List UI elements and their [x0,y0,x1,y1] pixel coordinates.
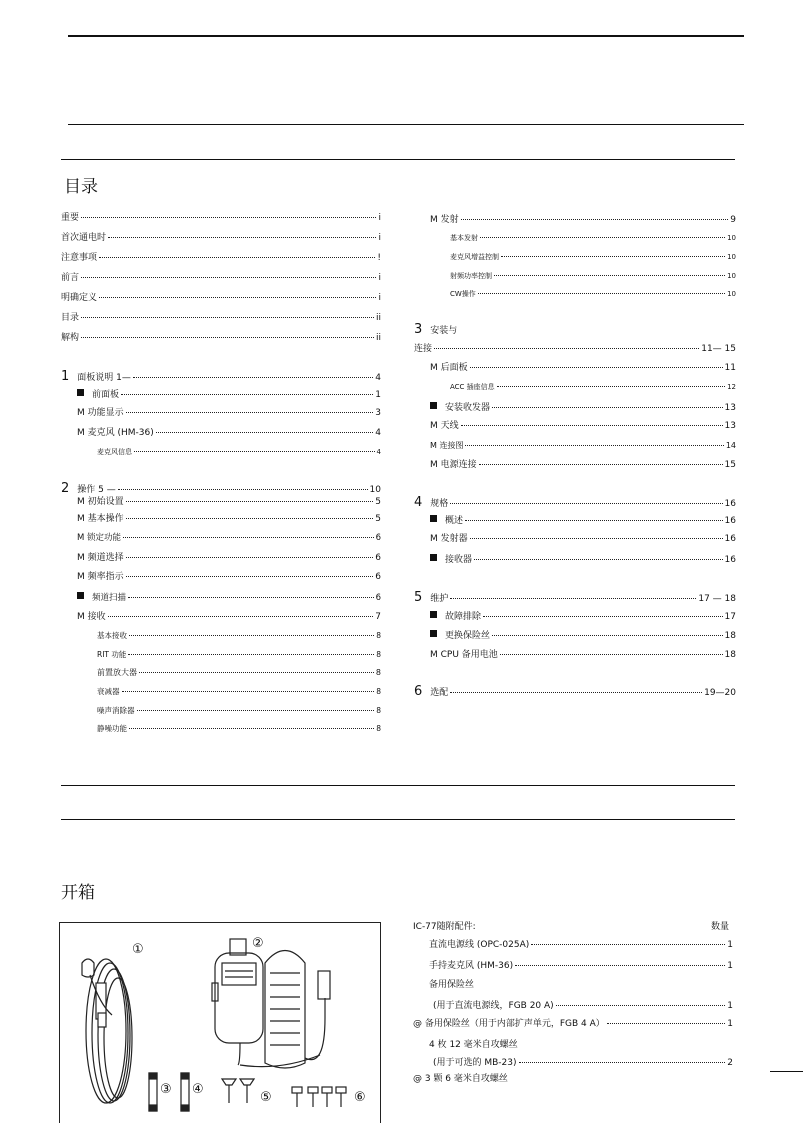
toc-entry-page: 10 [369,485,381,495]
dot-leader [492,407,723,408]
accessory-label: 手持麦克风 (HM-36) [429,961,514,971]
dot-leader [126,518,374,519]
dot-leader [461,425,723,426]
toc-entry-page: 16 [724,555,736,565]
toc-entry-label: CW操作 [450,290,476,298]
toc-entry-page: 15 [724,460,736,470]
toc-entry [97,707,381,715]
dot-leader [519,1062,726,1063]
toc-entry-label: 麦克风增益控制 [450,253,499,261]
toc-entry [97,651,381,659]
toc-entry-label: 前面板 [92,390,120,400]
toc-entry-label: 安装收发器 [445,403,491,413]
toc-entry [450,273,736,280]
toc-entry-label: M 连接图 [430,441,464,450]
toc-entry [61,482,381,495]
toc-entry-label: 面板说明 1— [77,373,131,383]
toc-entry-page: ii [375,333,381,343]
toc-entry [77,573,381,582]
toc-entry-label: M 接收 [77,612,106,622]
toc-entry-page: 16 [724,499,736,509]
toc-entry-page: 18 [724,631,736,641]
toc-entry [430,555,736,565]
toc-entry-label: 连接 [414,344,433,354]
accessory-label: @ 3 颗 6 毫米自攻螺丝 [413,1074,508,1084]
toc-entry [430,364,736,373]
dot-leader [134,451,375,452]
toc-entry-label: 解构 [61,333,80,343]
toc-entry [450,254,736,261]
toc-entry-page: 5 [375,514,381,524]
accessory-qty: 2 [727,1058,733,1068]
toc-chapter-number: 1 [61,369,70,384]
toc-entry-page: i [378,293,381,303]
toc-entry [414,685,736,698]
dot-leader [99,257,375,258]
toc-entry-label: 麦克风信息 [97,448,132,456]
toc-entry [61,334,381,343]
dot-leader [139,672,374,673]
bullet-square-icon [430,554,437,561]
toc-entry-page: 19—20 [704,688,736,698]
toc-entry-page: ! [377,253,381,263]
toc-entry-page: 7 [375,612,381,622]
toc-entry-page: 17 [724,612,736,622]
dot-leader [121,394,373,395]
toc-entry-page: 16 [724,534,736,544]
toc-chapter-number: 6 [414,684,423,699]
toc-entry-label: 静噪功能 [97,724,127,733]
toc-entry [77,429,381,438]
toc-entry-page: 6 [375,533,381,543]
toc-entry [61,294,381,303]
toc-entry [414,345,736,354]
toc-entry-page: 8 [375,668,381,677]
toc-entry [430,422,736,431]
toc-entry-label: 噪声消除器 [97,706,135,715]
dot-leader [494,275,725,276]
toc-entry-page: 6 [375,593,381,603]
toc-entry-page: 6 [375,553,381,563]
toc-entry-label: 更换保险丝 [445,631,491,641]
toc-entry-label: M 频道选择 [77,553,124,563]
dot-leader [108,237,376,238]
dot-leader [450,692,702,693]
toc-entry-label: 概述 [445,516,464,526]
toc-entry-label: 故障排除 [445,612,482,622]
dot-leader [81,317,374,318]
toc-entry-label: 注意事项 [61,253,98,263]
dot-leader [465,520,723,521]
toc-entry-page: 4 [375,373,381,383]
toc-entry [77,515,381,524]
accessories-header: IC-77随附配件: [413,922,476,932]
accessory-qty: 1 [727,940,733,950]
bullet-square-icon [430,630,437,637]
section-rule [61,785,735,786]
dot-leader [607,1023,725,1024]
toc-entry-page: 17 — 18 [698,594,736,604]
dot-leader [126,412,374,413]
callout-3: ③ [160,1082,172,1097]
toc-entry-page: 16 [724,516,736,526]
toc-entry-page: 1 [375,390,381,400]
toc-entry-page: i [378,213,381,223]
accessories-illustration [60,923,380,1123]
toc-entry-page: 4 [375,428,381,438]
toc-entry [77,498,381,507]
toc-entry [430,612,736,622]
dot-leader [483,616,723,617]
toc-entry-label: 重要 [61,213,80,223]
toc-entry [430,442,736,450]
toc-entry-page: 5 [375,497,381,507]
toc-entry [414,496,736,509]
dot-leader [480,237,725,238]
accessory-item [413,1075,733,1084]
accessory-label: (用于可选的 MB-23) [433,1058,517,1068]
accessory-item [433,1059,733,1068]
toc-entry [77,534,381,543]
toc-chapter-number: 4 [414,495,423,510]
toc-entry-page: 9 [730,215,736,225]
toc-entry-page: 8 [376,650,381,659]
dot-leader [123,537,374,538]
toc-entry-label: M 后面板 [430,363,468,373]
toc-entry-page: 3 [375,408,381,418]
dot-leader [492,635,723,636]
dot-leader [470,367,723,368]
toc-entry [414,591,736,604]
dot-leader [81,277,376,278]
dot-leader [450,598,696,599]
accessory-label: 直流电源线 (OPC-025A) [429,940,530,950]
accessory-qty: 1 [727,1019,733,1029]
toc-entry-label: 首次通电时 [61,233,107,243]
toc-entry [430,631,736,641]
toc-entry [97,449,381,456]
accessory-qty: 1 [727,1001,733,1011]
toc-entry-label: 安装与 [430,326,458,336]
toc-entry-label: 规格 [430,499,449,509]
toc-entry-label: 频道扫描 [92,593,127,603]
toc-entry-label: 前置放大器 [97,668,137,677]
dot-leader [129,635,374,636]
accessory-item [429,981,733,990]
toc-entry [430,535,736,544]
bullet-square-icon [430,611,437,618]
toc-entry [61,254,381,263]
toc-entry-page: 10 [727,253,736,261]
toc-entry [430,403,736,413]
dot-leader [479,464,723,465]
section-rule-2 [61,819,735,820]
dot-leader [126,501,374,502]
dot-leader [500,654,723,655]
page-edge-mark [770,1071,803,1072]
toc-entry-label: 衰减器 [97,687,120,696]
dot-leader [434,348,699,349]
dot-leader [474,559,723,560]
accessory-item [429,962,733,971]
screw-icon [222,1079,346,1107]
toc-entry-page: 14 [725,441,736,450]
toc-entry-page: 6 [375,572,381,582]
toc-entry [61,234,381,243]
accessory-qty: 1 [727,961,733,971]
dot-leader [156,432,374,433]
toc-entry [77,409,381,418]
toc-entry [450,384,736,391]
callout-2: ② [252,936,264,951]
toc-entry-label: 操作 5 — [77,485,116,495]
toc-entry-page: 13 [724,403,736,413]
toc-entry-page: 12 [727,383,736,391]
toc-entry [77,613,381,622]
accessories-header-row [413,923,729,932]
toc-entry-page: 8 [376,724,381,733]
toc-entry-page: 11— 15 [701,344,736,354]
toc-entry-label: 基本发射 [450,234,478,242]
dot-leader [129,728,374,729]
callout-5: ⑤ [260,1090,272,1105]
toc-entry-page: 13 [724,421,736,431]
toc-entry-label: M 锁定功能 [77,533,122,543]
dot-leader [461,219,729,220]
dot-leader [556,1005,726,1006]
toc-chapter-number: 2 [61,481,70,496]
microphone-icon [212,939,330,1068]
dot-leader [108,616,374,617]
header-rule [68,124,744,125]
callout-4: ④ [192,1082,204,1097]
toc-entry-page: 18 [724,650,736,660]
toc-entry-label: 前言 [61,273,80,283]
toc-entry-label: M 电源连接 [430,460,477,470]
toc-chapter-number: 5 [414,590,423,605]
toc-entry-page: 8 [376,706,381,715]
toc-entry-page: 4 [376,448,381,456]
dot-leader [465,445,723,446]
accessory-label: @ 备用保险丝（用于内部扩声单元，FGB 4 A） [413,1019,605,1029]
dot-leader [118,489,368,490]
toc-entry-page: i [378,273,381,283]
dot-leader [128,597,374,598]
power-cable-icon [82,959,132,1103]
dot-leader [122,691,375,692]
dot-leader [478,293,725,294]
dot-leader [126,576,374,577]
toc-entry [430,651,736,660]
toc-entry-label: M 发射 [430,215,459,225]
toc-entry-page: i [378,233,381,243]
toc-entry [430,216,736,225]
accessory-label: (用于直流电源线，FGB 20 A) [433,1001,554,1011]
toc-entry [430,461,736,470]
dot-leader [128,654,374,655]
toc-entry-label: M 功能显示 [77,408,124,418]
accessory-item [429,941,733,950]
toc-entry-page: 10 [727,234,736,242]
accessory-label: 4 枚 12 毫米自攻螺丝 [429,1040,518,1050]
toc-entry [97,725,381,733]
toc-entry [97,632,381,640]
accessory-label: 备用保险丝 [429,980,475,990]
toc-entry [77,554,381,563]
dot-leader [126,557,374,558]
toc-entry-page: ii [375,313,381,323]
unpack-title: 开箱 [61,883,95,903]
toc-rule [61,159,735,160]
accessory-item [413,1020,733,1029]
toc-entry-page: 10 [727,290,736,298]
toc-entry-label: M 麦克风 (HM-36) [77,428,154,438]
toc-entry-label: 目录 [61,313,80,323]
toc-entry-label: M 发射器 [430,534,468,544]
toc-entry [61,314,381,323]
toc-entry [77,390,381,400]
top-rule [68,35,744,37]
dot-leader [497,386,725,387]
bullet-square-icon [430,402,437,409]
toc-entry [97,688,381,696]
toc-entry-label: 选配 [430,688,449,698]
toc-entry-label: 维护 [430,594,449,604]
toc-entry-label: 明确定义 [61,293,98,303]
toc-entry [61,274,381,283]
toc-entry-label: ACC 插座信息 [450,383,495,391]
dot-leader [99,297,376,298]
toc-title: 目录 [64,177,98,197]
toc-entry [61,214,381,223]
toc-entry-label: 接收器 [445,555,473,565]
toc-entry-label: 基本接收 [97,631,127,640]
dot-leader [81,217,376,218]
dot-leader [133,377,373,378]
bullet-square-icon [430,515,437,522]
toc-entry-label: RIT 功能 [97,650,127,659]
toc-entry-page: 11 [724,363,736,373]
toc-entry-page: 10 [727,272,736,280]
toc-entry [450,291,736,298]
toc-entry [61,370,381,383]
toc-entry-label: M 初始设置 [77,497,124,507]
accessory-item [433,1002,733,1011]
toc-chapter-number: 3 [414,322,423,337]
toc-entry-label: M 频率指示 [77,572,124,582]
callout-1: ① [132,942,144,957]
bullet-square-icon [77,592,84,599]
toc-entry-label: M CPU 备用电池 [430,650,498,660]
dot-leader [501,256,725,257]
dot-leader [450,503,722,504]
toc-entry-label: 射频功率控制 [450,272,492,280]
dot-leader [470,538,723,539]
accessories-figure [59,922,381,1123]
dot-leader [81,337,374,338]
dot-leader [137,710,375,711]
toc-entry [77,593,381,603]
dot-leader [531,944,725,945]
dot-leader [515,965,725,966]
accessory-item [429,1041,733,1050]
toc-entry [414,323,736,336]
toc-entry [97,669,381,677]
accessories-qty-header: 数量 [710,922,729,932]
toc-entry [450,235,736,242]
toc-entry-label: M 天线 [430,421,459,431]
bullet-square-icon [77,389,84,396]
toc-entry-page: 8 [376,631,381,640]
toc-entry [430,516,736,526]
toc-entry-page: 8 [376,687,381,696]
toc-entry-label: M 基本操作 [77,514,124,524]
callout-6: ⑥ [354,1090,366,1105]
